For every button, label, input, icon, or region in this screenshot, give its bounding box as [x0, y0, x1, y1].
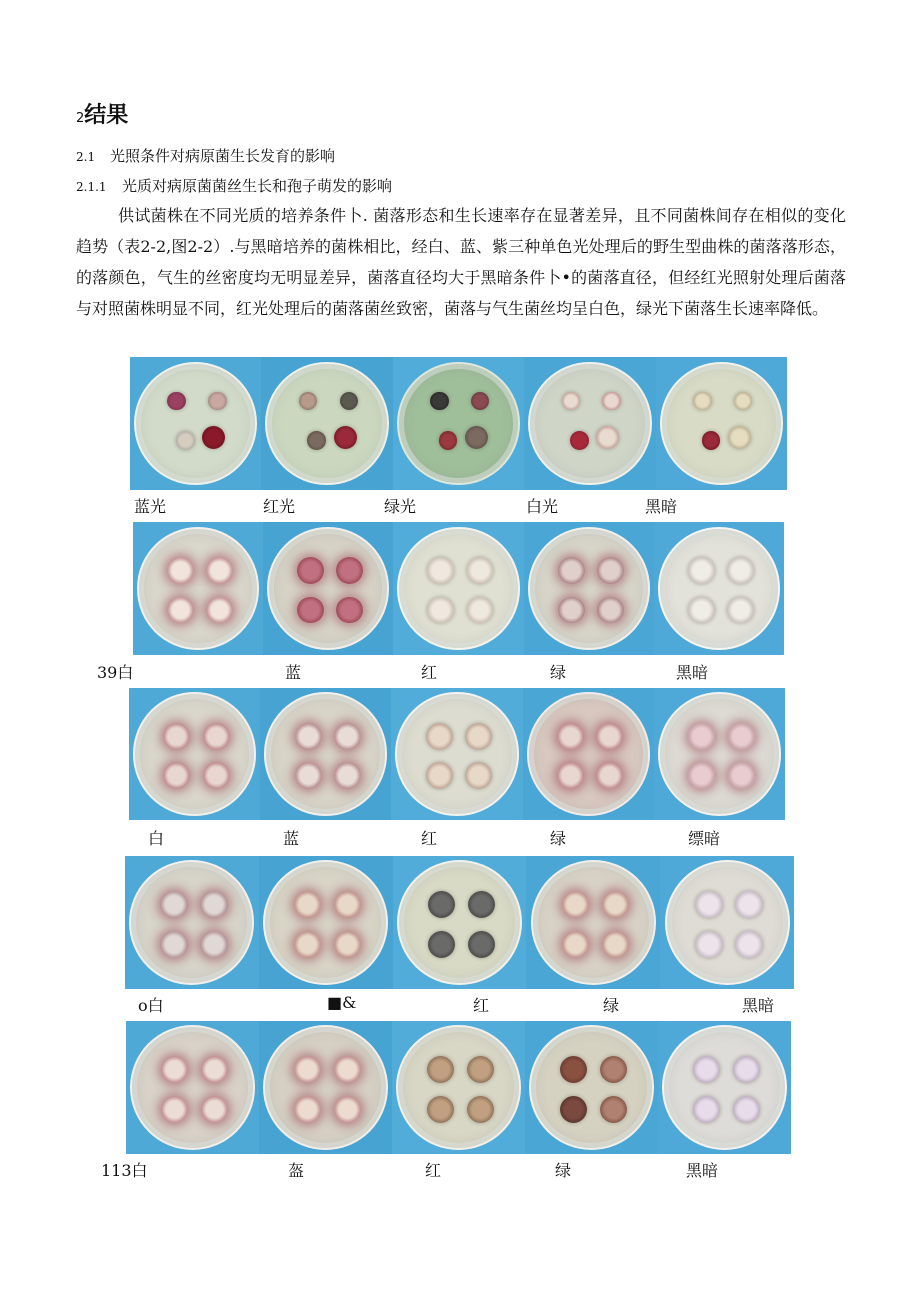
petri-dish-photo — [393, 522, 523, 655]
petri-dish-photo — [391, 688, 522, 820]
petri-dish — [527, 692, 650, 815]
fungal-colony — [201, 1096, 229, 1124]
fungal-colony — [294, 891, 322, 919]
fungal-colony — [334, 1096, 362, 1124]
petri-dish — [529, 1025, 654, 1150]
fungal-colony — [602, 931, 630, 959]
fungal-colony — [695, 931, 723, 959]
subsection-title: 光照条件对病原菌生长发育的影响 — [110, 147, 336, 165]
plate-row-2 — [133, 522, 784, 655]
fungal-colony — [465, 723, 492, 750]
petri-dish — [660, 362, 783, 485]
fungal-colony — [334, 1056, 362, 1084]
treatment-label: 蓝 — [285, 663, 302, 682]
petri-dish — [528, 527, 650, 649]
petri-dish — [267, 527, 389, 649]
fungal-colony — [201, 1056, 229, 1084]
treatment-label: ■& — [327, 993, 357, 1012]
petri-dish-photo — [130, 357, 261, 490]
fungal-colony — [427, 557, 454, 584]
fungal-colony — [334, 762, 361, 789]
treatment-label: 缥暗 — [688, 829, 721, 848]
fungal-colony — [557, 723, 584, 750]
treatment-label: 白光 — [526, 497, 559, 516]
petri-dish-photo — [660, 856, 794, 989]
subsubsection-title: 光质对病原菌菌丝生长和孢子萌发的影响 — [122, 177, 393, 195]
fungal-colony — [203, 723, 230, 750]
petri-dish — [658, 527, 780, 649]
fungal-colony — [728, 426, 751, 449]
fungal-colony — [297, 557, 324, 584]
fungal-colony — [560, 1096, 588, 1124]
fungal-colony — [426, 723, 453, 750]
fungal-colony — [334, 723, 361, 750]
fungal-colony — [294, 1056, 322, 1084]
petri-dish — [265, 362, 388, 485]
fungal-colony — [176, 431, 195, 450]
fungal-colony — [167, 392, 186, 411]
fungal-colony — [430, 392, 449, 411]
fungal-colony — [693, 1056, 721, 1084]
fungal-colony — [200, 931, 228, 959]
petri-dish — [264, 692, 387, 815]
petri-dish-photo — [260, 688, 391, 820]
fungal-colony — [597, 557, 624, 584]
fungal-colony — [299, 392, 318, 411]
petri-dish-photo — [263, 522, 393, 655]
fungal-colony — [439, 431, 458, 450]
petri-dish-photo — [658, 1021, 791, 1154]
treatment-label: 绿 — [555, 1161, 572, 1180]
treatment-label: 黑暗 — [645, 497, 678, 516]
fungal-colony — [336, 557, 363, 584]
petri-dish-photo — [654, 688, 785, 820]
treatment-label: 黑暗 — [742, 996, 775, 1015]
fungal-colony — [465, 426, 488, 449]
fungal-colony — [562, 392, 581, 411]
treatment-label: 黑暗 — [676, 663, 709, 682]
fungal-colony — [468, 891, 496, 919]
petri-dish-photo — [524, 522, 654, 655]
fungal-colony — [560, 1056, 588, 1084]
fungal-colony — [161, 1056, 189, 1084]
petri-dish-photo — [656, 357, 787, 490]
fungal-colony — [294, 931, 322, 959]
treatment-label: 绿 — [603, 996, 620, 1015]
petri-dish-photo — [524, 357, 655, 490]
subsection-heading — [76, 145, 335, 166]
treatment-label: 绿 — [550, 663, 567, 682]
petri-dish-photo — [393, 357, 524, 490]
treatment-label: 红光 — [263, 497, 296, 516]
treatment-label: 39白 — [97, 663, 134, 682]
fungal-colony — [297, 597, 324, 624]
fungal-colony — [163, 723, 190, 750]
petri-dish — [137, 527, 259, 649]
fungal-colony — [295, 723, 322, 750]
fungal-colony — [688, 723, 715, 750]
fungal-colony — [294, 1096, 322, 1124]
fungal-colony — [334, 891, 362, 919]
fungal-colony — [167, 557, 194, 584]
petri-dish — [263, 860, 388, 985]
fungal-colony — [596, 762, 623, 789]
fungal-colony — [600, 1096, 628, 1124]
fungal-colony — [334, 931, 362, 959]
petri-dish-photo — [125, 856, 259, 989]
fungal-colony — [467, 557, 494, 584]
fungal-colony — [728, 723, 755, 750]
petri-dish — [134, 362, 257, 485]
petri-dish — [263, 1025, 388, 1150]
petri-dish — [397, 527, 519, 649]
petri-dish-photo — [523, 688, 654, 820]
fungal-colony — [727, 597, 754, 624]
fungal-colony — [295, 762, 322, 789]
fungal-colony — [693, 1096, 721, 1124]
fungal-colony — [597, 597, 624, 624]
fungal-colony — [600, 1056, 628, 1084]
fungal-colony — [160, 931, 188, 959]
fungal-colony — [733, 1056, 761, 1084]
fungal-colony — [340, 392, 359, 411]
fungal-colony — [161, 1096, 189, 1124]
petri-dish-photo — [133, 522, 263, 655]
fungal-colony — [465, 762, 492, 789]
fungal-colony — [160, 891, 188, 919]
treatment-label: 红 — [421, 829, 438, 848]
fungal-colony — [596, 426, 619, 449]
fungal-colony — [203, 762, 230, 789]
fungal-colony — [602, 392, 621, 411]
fungal-colony — [427, 1096, 455, 1124]
fungal-colony — [688, 557, 715, 584]
fungal-colony — [307, 431, 326, 450]
section-heading — [76, 98, 128, 129]
fungal-colony — [735, 931, 763, 959]
petri-dish-photo — [525, 1021, 658, 1154]
petri-dish-photo — [259, 856, 393, 989]
fungal-colony — [202, 426, 225, 449]
fungal-colony — [467, 1056, 495, 1084]
treatment-label: 绿 — [550, 829, 567, 848]
fungal-colony — [428, 931, 456, 959]
plate-row-1 — [130, 357, 787, 490]
fungal-colony — [728, 762, 755, 789]
fungal-colony — [206, 557, 233, 584]
petri-dish-photo — [393, 856, 527, 989]
petri-dish — [396, 1025, 521, 1150]
fungal-colony — [562, 891, 590, 919]
plate-row-4 — [125, 856, 794, 989]
fungal-colony — [558, 597, 585, 624]
treatment-label: 白 — [148, 829, 165, 848]
fungal-colony — [471, 392, 490, 411]
petri-dish-photo — [654, 522, 784, 655]
fungal-colony — [208, 392, 227, 411]
plate-row-3 — [129, 688, 785, 820]
petri-dish-photo — [129, 688, 260, 820]
treatment-label: 红 — [425, 1161, 442, 1180]
fungal-colony — [557, 762, 584, 789]
fungal-colony — [336, 597, 363, 624]
petri-dish — [395, 692, 518, 815]
subsection-number: 2.1 — [76, 150, 96, 164]
body-paragraph: 供试菌株在不同光质的培养条件卜. 菌落形态和生长速率存在显著差异，且不同菌株间存在相似的变化趋势（表2-2,图2-2）.与黑暗培养的菌株相比，经白、蓝、紫三种单色光处理后的野生型曲株的菌落落形态，的落颜色，气生的丝密度均无明显差异，菌落直径均大于黑暗条件卜•的菌落直径，但经红光照射处理后菌落与对照菌株明显不同，红光处理后的菌落菌丝致密，菌落与气生菌丝均呈白色，绿光下菌落生长速率降低。 — [76, 206, 846, 318]
treatment-label: o白 — [138, 996, 164, 1015]
fungal-colony — [467, 1096, 495, 1124]
fungal-colony — [163, 762, 190, 789]
fungal-colony — [727, 557, 754, 584]
fungal-colony — [602, 891, 630, 919]
fungal-colony — [688, 597, 715, 624]
petri-dish — [665, 860, 790, 985]
fungal-colony — [702, 431, 721, 450]
fungal-colony — [734, 392, 753, 411]
petri-dish-photo — [126, 1021, 259, 1154]
plate-row-5 — [126, 1021, 791, 1154]
treatment-label: 黑暗 — [686, 1161, 719, 1180]
petri-dish — [397, 362, 520, 485]
fungal-colony — [167, 597, 194, 624]
treatment-label: 绿光 — [384, 497, 417, 516]
treatment-label: 蓝 — [283, 829, 300, 848]
treatment-label: 红 — [421, 663, 438, 682]
petri-dish — [662, 1025, 787, 1150]
petri-dish — [658, 692, 781, 815]
treatment-label: 红 — [473, 996, 490, 1015]
fungal-colony — [426, 762, 453, 789]
fungal-colony — [200, 891, 228, 919]
fungal-colony — [693, 392, 712, 411]
petri-dish — [130, 1025, 255, 1150]
treatment-label: 盔 — [288, 1161, 305, 1180]
petri-dish — [129, 860, 254, 985]
treatment-label: 蓝光 — [134, 497, 167, 516]
treatment-label: 113白 — [101, 1161, 148, 1180]
fungal-colony — [695, 891, 723, 919]
petri-dish-photo — [261, 357, 392, 490]
petri-dish — [397, 860, 522, 985]
fungal-colony — [558, 557, 585, 584]
fungal-colony — [468, 931, 496, 959]
fungal-colony — [206, 597, 233, 624]
fungal-colony — [688, 762, 715, 789]
fungal-colony — [427, 597, 454, 624]
fungal-colony — [570, 431, 589, 450]
subsubsection-number: 2.1.1 — [76, 180, 107, 194]
fungal-colony — [733, 1096, 761, 1124]
petri-dish — [133, 692, 256, 815]
fungal-colony — [562, 931, 590, 959]
petri-dish-photo — [259, 1021, 392, 1154]
petri-dish-photo — [392, 1021, 525, 1154]
petri-dish-photo — [526, 856, 660, 989]
fungal-colony — [427, 1056, 455, 1084]
fungal-colony — [735, 891, 763, 919]
petri-dish — [528, 362, 651, 485]
section-number: 2 — [76, 111, 85, 126]
fungal-colony — [334, 426, 357, 449]
petri-dish — [531, 860, 656, 985]
subsubsection-heading — [76, 175, 392, 196]
fungal-colony — [467, 597, 494, 624]
fungal-colony — [596, 723, 623, 750]
fungal-colony — [428, 891, 456, 919]
section-title: 结果 — [84, 103, 129, 128]
